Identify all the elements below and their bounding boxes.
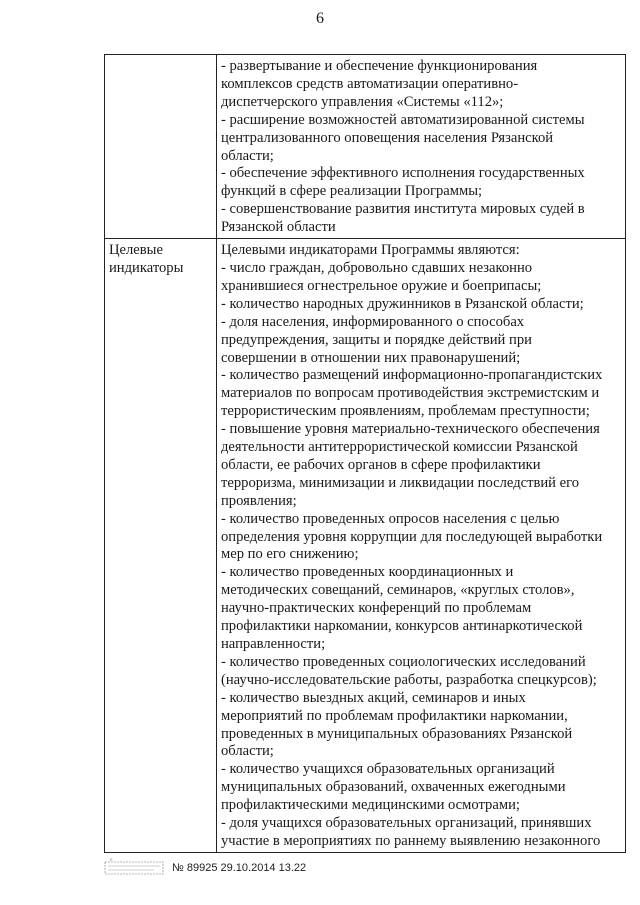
row-label: Целевые	[109, 242, 163, 259]
row-label-empty	[105, 55, 217, 239]
svg-text:E: E	[110, 858, 113, 862]
text-line: участие в мероприятиях по раннему выявлению незаконного	[221, 832, 601, 849]
table-row-indicators	[105, 239, 626, 853]
text-line: мер по его снижению;	[221, 546, 359, 563]
text-line: совершении в отношении них правонарушений;	[221, 349, 521, 366]
text-line: области;	[221, 743, 274, 760]
text-line: - повышение уровня материально-технического обеспечения	[221, 421, 600, 438]
text-line: области;	[221, 147, 274, 164]
text-line: - обеспечение эффективного исполнения государственных	[221, 165, 585, 182]
text-line: области, ее рабочих органов в сфере профилактики	[221, 456, 541, 473]
text-line: комплексов средств автоматизации оперативно-	[221, 75, 519, 92]
text-line: - количество проведенных опросов населения с целью	[221, 510, 560, 527]
tasks-cell	[217, 55, 626, 239]
text-line: хранившиеся огнестрельное оружие и боеприпасы;	[221, 277, 542, 294]
text-line: - количество выездных акций, семинаров и иных	[221, 689, 526, 706]
table-row-tasks	[105, 55, 626, 239]
document-stamp	[104, 858, 306, 878]
text-line: профилактическими медицинскими осмотрами;	[221, 797, 520, 814]
text-line: террористическим проявлениям, проблемам преступности;	[221, 403, 590, 420]
text-line: материалов по вопросам противодействия экстремистским и	[221, 385, 600, 402]
text-line: мероприятий по проблемам профилактики наркомании,	[221, 707, 568, 724]
row-label: индикаторы	[109, 259, 184, 276]
text-line: Рязанской области	[221, 219, 336, 236]
text-line: определения уровня коррупции для последующей выработки	[221, 528, 603, 545]
text-line: - количество проведенных координационных и	[221, 564, 514, 581]
text-line: проявления;	[221, 492, 297, 509]
registry-stamp-logo	[104, 858, 166, 878]
text-line: проведенных в муниципальных образованиях Рязанской	[221, 725, 573, 742]
text-line: муниципальных образований, охваченных ежегодными	[221, 779, 566, 796]
text-line: направленности;	[221, 636, 326, 652]
page-number: 6	[316, 10, 324, 27]
text-line: (научно-исследовательские работы, разработка спецкурсов);	[221, 671, 597, 688]
text-line: научно-практических конференций по проблемам	[221, 600, 532, 617]
text-line: - доля учащихся образовательных организаций, принявших	[221, 815, 592, 832]
text-line: методических совещаний, семинаров, «круглых столов»,	[221, 582, 575, 599]
text-line: профилактики наркомании, конкурсов антинаркотической	[221, 618, 583, 635]
text-line: централизованного оповещения населения Рязанской	[221, 129, 554, 146]
text-line: диспетчерского управления «Системы «112»;	[221, 93, 504, 110]
text-line: терроризма, минимизации и ликвидации последствий его	[221, 474, 580, 491]
text-line: деятельности антитеррористической комиссии Рязанской	[221, 439, 578, 456]
text-line: функций в сфере реализации Программы;	[221, 183, 483, 200]
indicators-label-cell	[105, 239, 217, 853]
text-line: - развертывание и обеспечение функционирования	[221, 58, 538, 74]
text-line: - совершенствование развития института мировых судей в	[221, 201, 585, 218]
text-line: - количество размещений информационно-пропагандистских	[221, 367, 603, 384]
text-line: - число граждан, добровольно сдавших незаконно	[221, 259, 533, 276]
indicators-cell	[217, 239, 626, 853]
text-line: - количество проведенных социологических исследований	[221, 653, 586, 670]
text-line: - расширение возможностей автоматизированной системы	[221, 111, 585, 128]
stamp-text: № 89925 29.10.2014 13.22	[172, 862, 307, 874]
text-line: - количество учащихся образовательных организаций	[221, 761, 555, 778]
text-line: Целевыми индикаторами Программы являются:	[221, 242, 520, 259]
passport-table	[104, 54, 626, 853]
text-line: - количество народных дружинников в Рязанской области;	[221, 295, 584, 312]
text-line: - доля населения, информированного о способах	[221, 313, 525, 330]
text-line: предупреждения, защиты и порядке действий при	[221, 331, 532, 348]
